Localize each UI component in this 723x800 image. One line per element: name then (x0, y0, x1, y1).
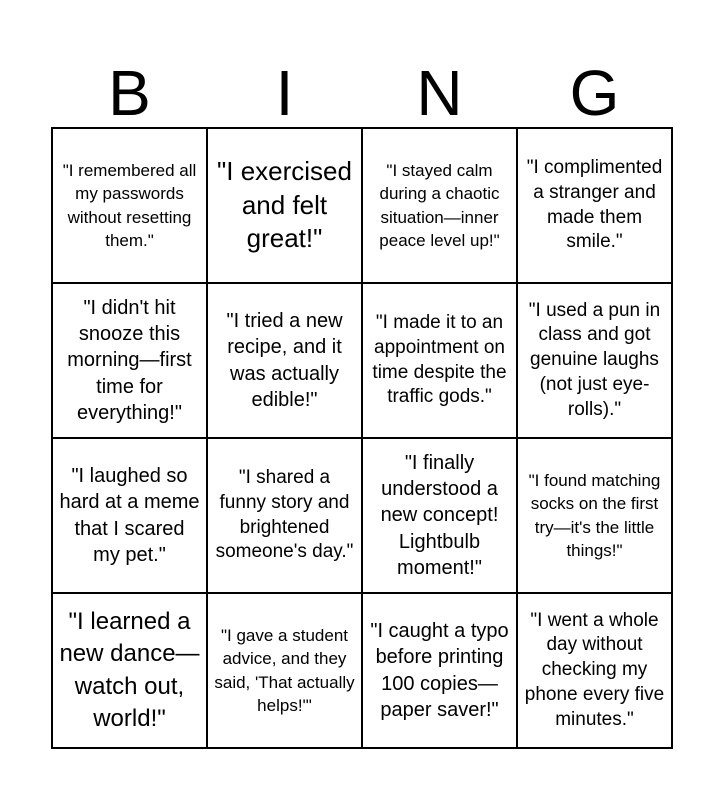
bingo-cell-text: "I found matching socks on the first try—it's the little things!" (528, 470, 661, 560)
bingo-cell-r1c3[interactable] (363, 129, 518, 284)
bingo-cell-text: "I shared a funny story and brightened someone's day." (215, 467, 354, 563)
bingo-board (51, 127, 673, 749)
bingo-cell-text: "I didn't hit snooze this morning—first time for everything!" (67, 296, 192, 425)
header-letter-g: G (569, 57, 620, 129)
bingo-cell-r1c2[interactable] (208, 129, 363, 284)
bingo-cell-r1c4[interactable] (518, 129, 673, 284)
bingo-cell-text: "I caught a typo before printing 100 copies—paper saver!" (370, 619, 509, 721)
bingo-cell-r2c3[interactable] (363, 284, 518, 439)
bingo-cell-text: "I stayed calm during a chaotic situation—inner peace level up!" (379, 160, 500, 250)
bingo-cell-text: "I finally understood a new concept! Lightbulb moment!" (380, 451, 499, 580)
bingo-cell-text: "I gave a student advice, and they said, 'That actually helps!'" (214, 625, 355, 715)
bingo-cell-r4c2[interactable] (208, 594, 363, 749)
bingo-cell-r2c1[interactable] (53, 284, 208, 439)
bingo-header (52, 52, 672, 128)
bingo-cell-text: "I went a whole day without checking my phone every five minutes." (524, 609, 665, 730)
bingo-cell-text: "I exercised and felt great!" (217, 155, 352, 254)
bingo-cell-text: "I complimented a stranger and made them smile." (526, 157, 663, 253)
bingo-cell-text: "I tried a new recipe, and it was actually edible!" (226, 309, 343, 411)
bingo-cell-text: "I laughed so hard at a meme that I scared my pet." (59, 464, 200, 566)
bingo-cell-r1c1[interactable] (53, 129, 208, 284)
bingo-cell-r2c2[interactable] (208, 284, 363, 439)
bingo-cell-r3c3[interactable] (363, 439, 518, 594)
bingo-cell-r4c3[interactable] (363, 594, 518, 749)
bingo-cell-text: "I used a pun in class and got genuine laughs (not just eye-rolls)." (528, 299, 661, 420)
bingo-cell-r3c1[interactable] (53, 439, 208, 594)
header-letter-b: B (108, 57, 151, 129)
header-letter-i: I (275, 57, 294, 129)
bingo-cell-r2c4[interactable] (518, 284, 673, 439)
bingo-cell-r4c1[interactable] (53, 594, 208, 749)
bingo-cell-text: "I remembered all my passwords without resetting them." (62, 160, 197, 250)
bingo-cell-text: "I learned a new dance—watch out, world!" (59, 607, 200, 732)
bingo-cell-text: "I made it to an appointment on time despite the traffic gods." (372, 312, 507, 408)
bingo-cell-r3c4[interactable] (518, 439, 673, 594)
bingo-cell-r4c4[interactable] (518, 594, 673, 749)
header-letter-n: N (416, 57, 463, 129)
bingo-cell-r3c2[interactable] (208, 439, 363, 594)
